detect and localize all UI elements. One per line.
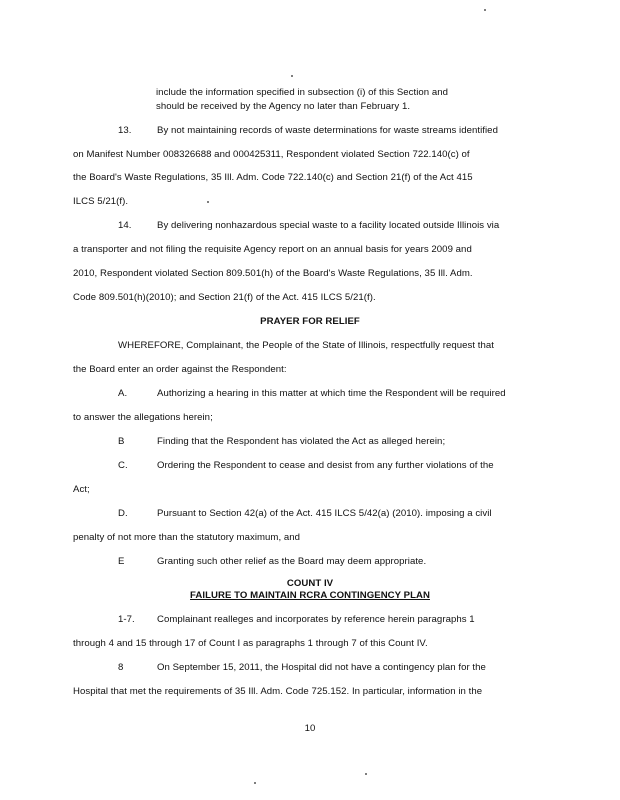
text-line: a transporter and not filing the requisite Agency report on an annual basis for years 2009 and (73, 244, 472, 255)
list-letter: B (118, 436, 125, 447)
count-heading: COUNT IV (286, 578, 334, 589)
text-line: Authorizing a hearing in this matter at which time the Respondent will be required (157, 388, 506, 399)
text-line: On September 15, 2011, the Hospital did not have a contingency plan for the (157, 662, 486, 673)
count-subheading: FAILURE TO MAINTAIN RCRA CONTINGENCY PLAN (190, 590, 430, 601)
text-line: Hospital that met the requirements of 35 Ill. Adm. Code 725.152. In particular, information in the (73, 686, 483, 697)
text-line: the Board's Waste Regulations, 35 Ill. Adm. Code 722.140(c) and Section 21(f) of the Act 415 (73, 172, 473, 183)
text-line: through 4 and 15 through 17 of Count I as paragraphs 1 through 7 of this Count IV. (73, 638, 428, 649)
list-letter: A. (118, 388, 128, 399)
list-letter: E (118, 556, 125, 567)
text-line: WHEREFORE, Complainant, the People of the State of Illinois, respectfully request that (118, 340, 494, 351)
text-line: to answer the allegations herein; (73, 412, 213, 423)
paragraph-number: 1-7. (118, 614, 135, 625)
text-line: penalty of not more than the statutory maximum, and (73, 532, 301, 543)
text-line: By delivering nonhazardous special waste to a facility located outside Illinois via (157, 220, 500, 231)
paragraph-number: 13. (118, 125, 132, 136)
text-line: Finding that the Respondent has violated the Act as alleged herein; (157, 436, 446, 447)
list-letter: D. (118, 508, 128, 519)
paragraph-number: 8 (118, 662, 124, 673)
text-line: 2010, Respondent violated Section 809.501(h) of the Board's Waste Regulations, 35 Ill. Adm. (73, 268, 473, 279)
scan-speck (291, 75, 293, 77)
text-line: should be received by the Agency no later than February 1. (156, 101, 411, 112)
text-line: Act; (73, 484, 90, 495)
list-letter: C. (118, 460, 128, 471)
text-line: Complainant realleges and incorporates by reference herein paragraphs 1 (157, 614, 475, 625)
scan-speck (365, 773, 367, 775)
section-heading: PRAYER FOR RELIEF (260, 316, 360, 327)
text-line: on Manifest Number 008326688 and 000425311, Respondent violated Section 722.140(c) of (73, 149, 470, 160)
scan-speck (207, 201, 209, 203)
text-line: the Board enter an order against the Respondent: (73, 364, 287, 375)
scan-speck (484, 9, 486, 11)
text-line: include the information specified in subsection (i) of this Section and (156, 87, 449, 98)
paragraph-number: 14. (118, 220, 132, 231)
text-line: By not maintaining records of waste determinations for waste streams identified (157, 125, 498, 136)
scan-speck (254, 782, 256, 784)
text-line: Code 809.501(h)(2010); and Section 21(f) of the Act. 415 ILCS 5/21(f). (73, 292, 376, 303)
text-line: Pursuant to Section 42(a) of the Act. 415 ILCS 5/42(a) (2010). imposing a civil (157, 508, 492, 519)
text-line: ILCS 5/21(f). (73, 196, 129, 207)
text-line: Ordering the Respondent to cease and desist from any further violations of the (157, 460, 494, 471)
page-number: 10 (304, 723, 316, 734)
text-line: Granting such other relief as the Board may deem appropriate. (157, 556, 427, 567)
